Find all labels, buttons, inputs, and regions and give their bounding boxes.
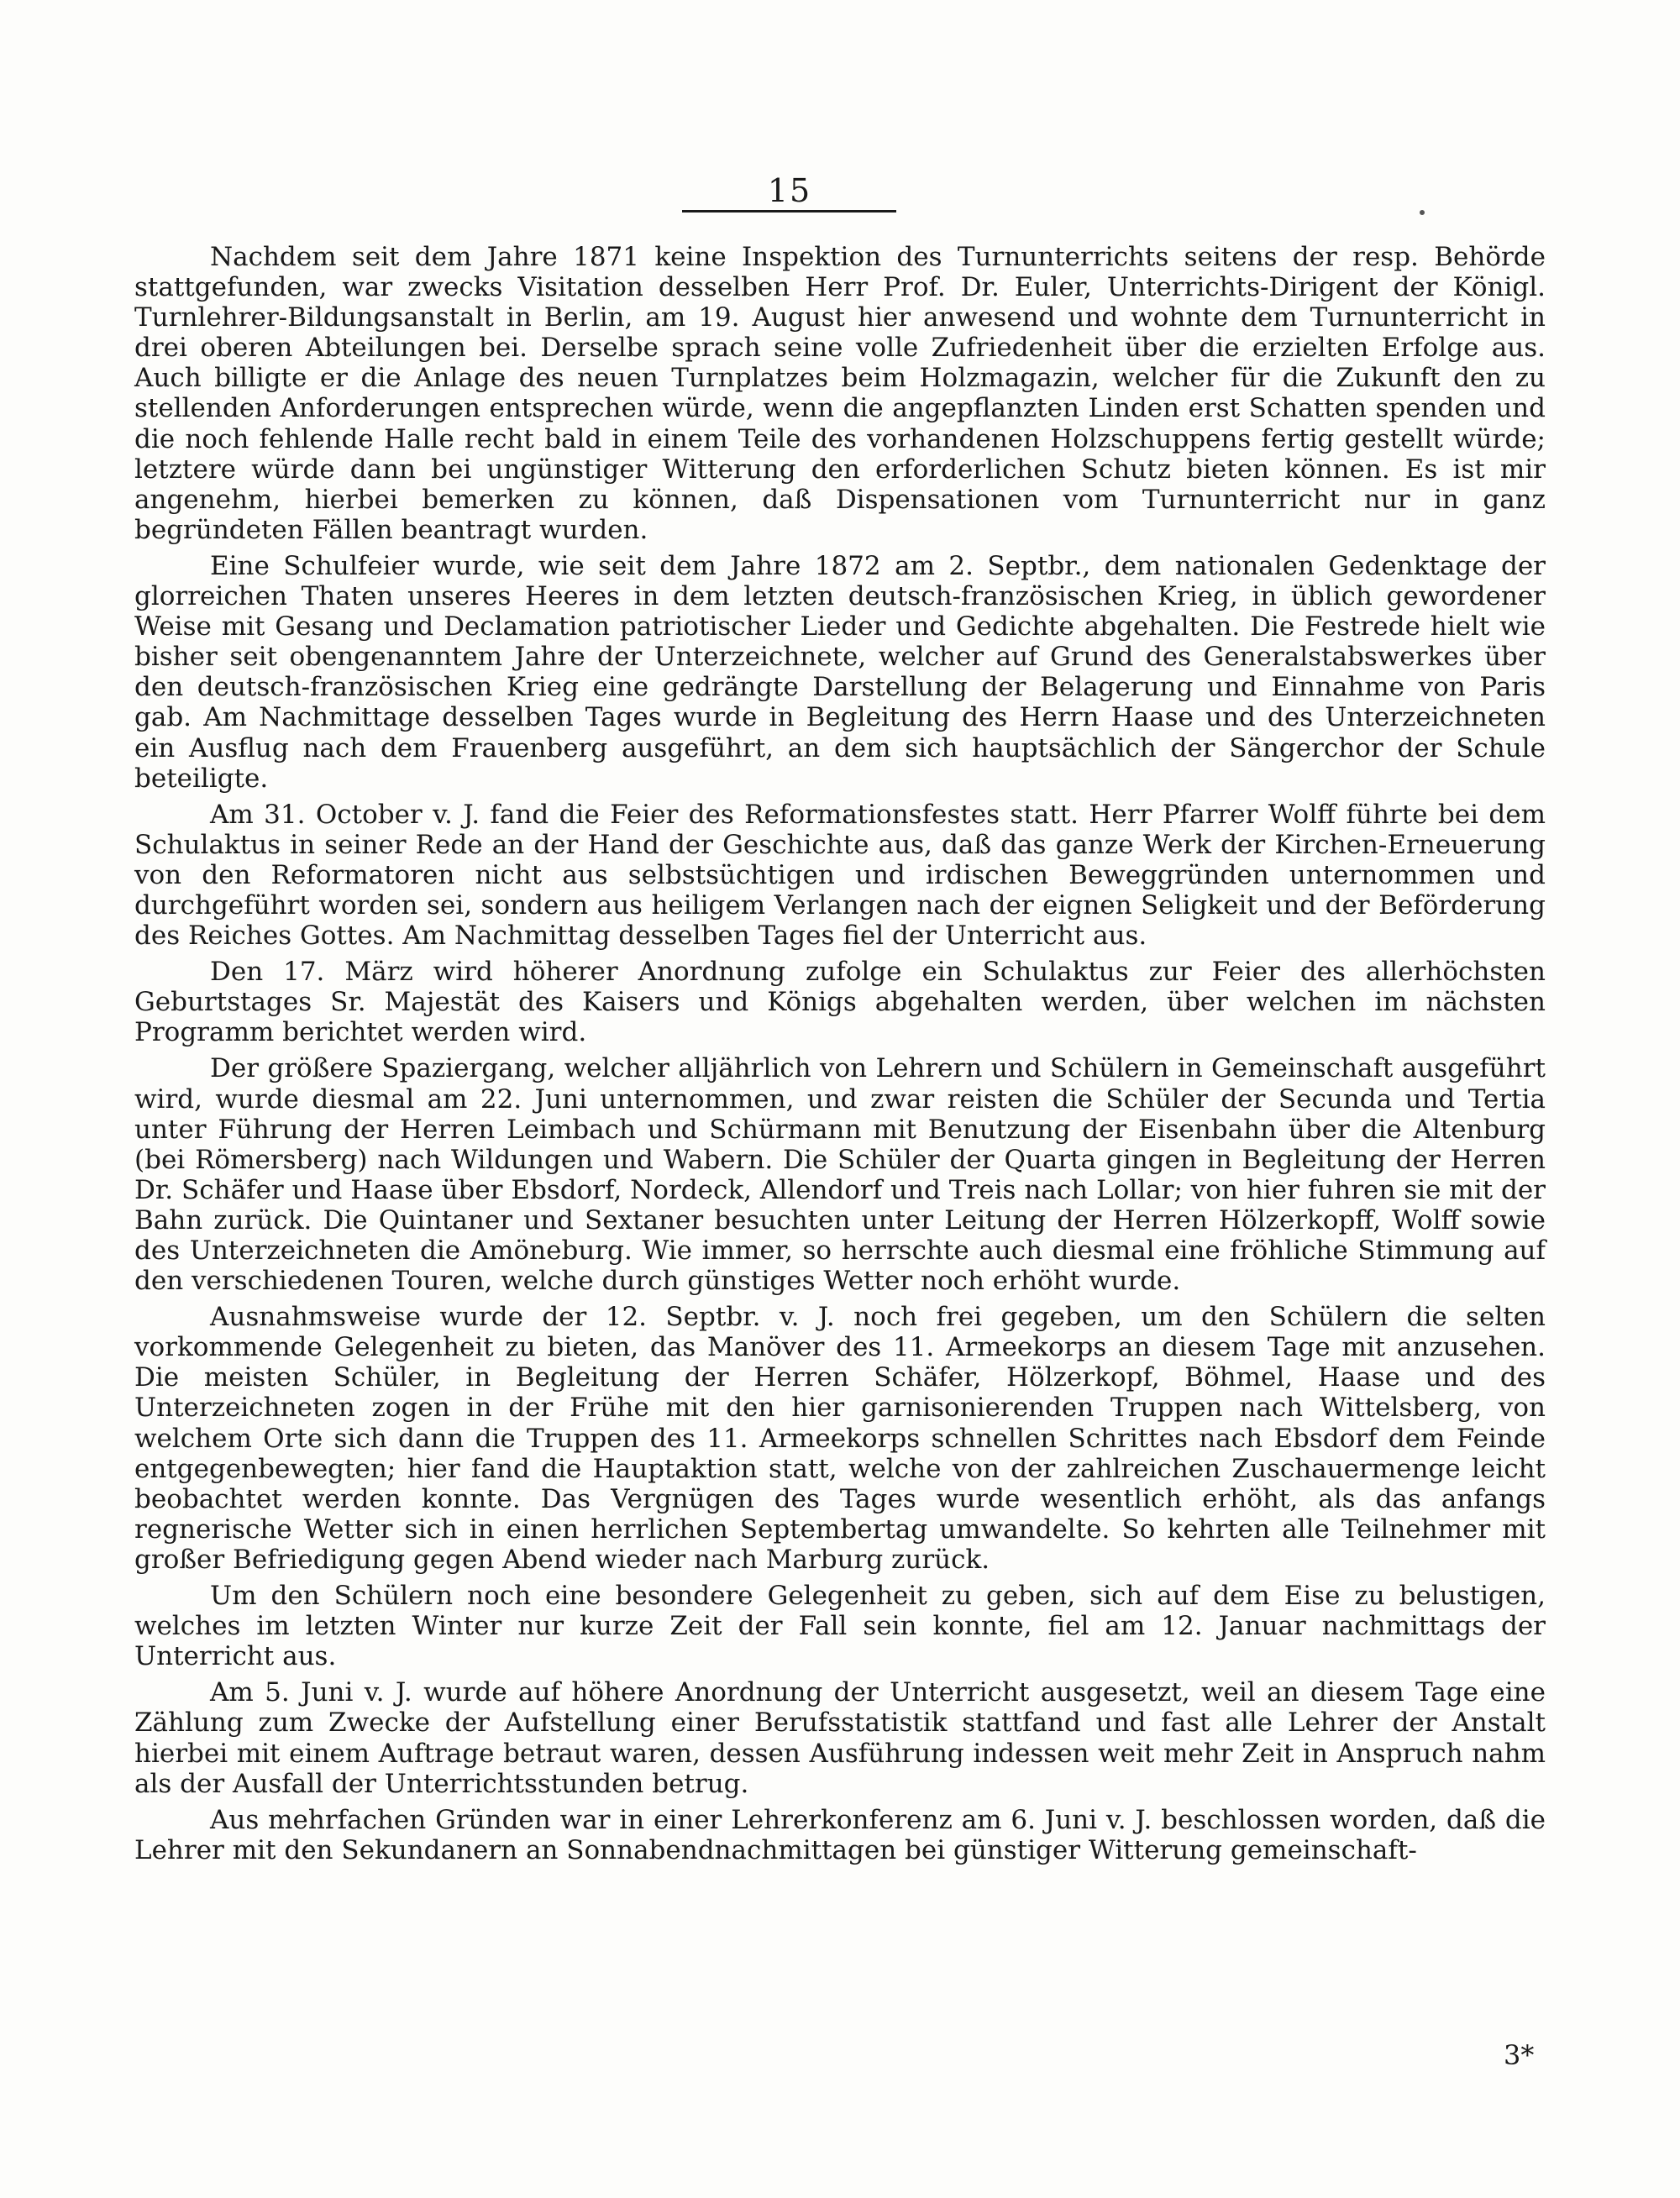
ink-dot xyxy=(1420,210,1425,215)
paragraph-spaziergang: Der größere Spaziergang, welcher alljährlich von Lehrern und Schülern in Gemeinschaft ausgeführt wird, wurde diesmal am 22. Juni unternommen, und zwar reisten die Schüler der Secunda und Tertia unter Führung der Herren Leimbach und Schürmann mit Benutzung der Eisenbahn über die Altenburg (bei Römersberg) nach Wildungen und Wabern. Die Schüler der Quarta gingen in Begleitung der Herren Dr. Schäfer und Haase über Ebsdorf, Nordeck, Allendorf und Treis nach Lollar; von hier fuhren sie mit der Bahn zurück. Die Quintaner und Sextaner besuchten unter Leitung der Herren Hölzerkopff, Wolff sowie des Unterzeichneten die Amöneburg. Wie immer, so herrschte auch diesmal eine fröhliche Stimmung auf den verschiedenen Touren, welche durch günstiges Wetter noch erhöht wurde. xyxy=(134,1053,1546,1297)
paragraph-schulfeier: Eine Schulfeier wurde, wie seit dem Jahre 1872 am 2. Septbr., dem nationalen Gedenktage der glorreichen Thaten unseres Heeres in dem letzten deutsch-französischen Krieg, in üblich gewordener Weise mit Gesang und Declamation patriotischer Lieder und Gedichte abgehalten. Die Festrede hielt wie bisher seit obengenanntem Jahre der Unterzeichnete, welcher auf Grund des Generalstabswerkes über den deutsch-französischen Krieg eine gedrängte Darstellung der Belagerung und Einnahme von Paris gab. Am Nachmittage desselben Tages wurde in Begleitung des Herrn Haase und des Unterzeichneten ein Ausflug nach dem Frauenberg ausgeführt, an dem sich hauptsächlich der Sängerchor der Schule beteiligte. xyxy=(134,550,1546,794)
sheet-signature: 3* xyxy=(1504,2039,1535,2071)
header-rule xyxy=(682,210,896,212)
page-number: 15 xyxy=(767,172,812,209)
paragraph-kaisergeburtstag: Den 17. März wird höherer Anordnung zufolge ein Schulaktus zur Feier des allerhöchsten Geburtstages Sr. Majestät des Kaisers und Königs abgehalten werden, über welchen im nächsten Programm berichtet werden wird. xyxy=(134,957,1546,1048)
paragraph-lehrerkonferenz: Aus mehrfachen Gründen war in einer Lehrerkonferenz am 6. Juni v. J. beschlossen worden, daß die Lehrer mit den Sekundanern an Sonnabendnachmittagen bei günstiger Witterung gemeinschaft- xyxy=(134,1804,1546,1865)
paragraph-eisfrei: Um den Schülern noch eine besondere Gelegenheit zu geben, sich auf dem Eise zu belustigen, welches im letzten Winter nur kurze Zeit der Fall sein konnte, fiel am 12. Januar nachmittags der Unterricht aus. xyxy=(134,1581,1546,1672)
paragraph-manoever: Ausnahmsweise wurde der 12. Septbr. v. J. noch frei gegeben, um den Schülern die selten vorkommende Gelegenheit zu bieten, das Manöver des 11. Armeekorps an diesem Tage mit anzusehen. Die meisten Schüler, in Begleitung der Herren Schäfer, Hölzerkopf, Böhmel, Haase und des Unterzeichneten zogen in der Frühe mit den hier garnisonierenden Truppen nach Wittelsberg, von welchem Orte sich dann die Truppen des 11. Armeekorps schnellen Schrittes nach Ebsdorf dem Feinde entgegenbewegten; hier fand die Hauptaktion statt, welche von der zahlreichen Zuschauermenge leicht beobachtet werden konnte. Das Vergnügen des Tages wurde wesentlich erhöht, als das anfangs regnerische Wetter sich in einen herrlichen Septembertag umwandelte. So kehrten alle Teilnehmer mit großer Befriedigung gegen Abend wieder nach Marburg zurück. xyxy=(134,1302,1546,1575)
paragraph-reformationsfest: Am 31. October v. J. fand die Feier des Reformationsfestes statt. Herr Pfarrer Wolff führte bei dem Schulaktus in seiner Rede an der Hand der Geschichte aus, daß das ganze Werk der Kirchen-Erneuerung von den Reformatoren nicht aus selbstsüchtigen und irdischen Beweggründen unternommen und durchgeführt worden sei, sondern aus heiligem Verlangen nach der eignen Seligkeit und der Beförderung des Reiches Gottes. Am Nachmittag desselben Tages fiel der Unterricht aus. xyxy=(134,799,1546,952)
body-text xyxy=(134,242,1546,1871)
paragraph-turninspektion: Nachdem seit dem Jahre 1871 keine Inspektion des Turnunterrichts seitens der resp. Behörde stattgefunden, war zwecks Visitation desselben Herr Prof. Dr. Euler, Unterrichts-Dirigent der Königl. Turnlehrer-Bildungsanstalt in Berlin, am 19. August hier anwesend und wohnte dem Turnunterricht in drei oberen Abteilungen bei. Derselbe sprach seine volle Zufriedenheit über die erzielten Erfolge aus. Auch billigte er die Anlage des neuen Turnplatzes beim Holzmagazin, welcher für die Zukunft den zu stellenden Anforderungen entsprechen würde, wenn die angepflanzten Linden erst Schatten spenden und die noch fehlende Halle recht bald in einem Teile des vorhandenen Holzschuppens fertig gestellt würde; letztere würde dann bei ungünstiger Witterung den erforderlichen Schutz bieten können. Es ist mir angenehm, hierbei bemerken zu können, daß Dispensationen vom Turnunterricht nur in ganz begründeten Fällen beantragt wurden. xyxy=(134,242,1546,545)
paragraph-berufsstatistik: Am 5. Juni v. J. wurde auf höhere Anordnung der Unterricht ausgesetzt, weil an diesem Tage eine Zählung zum Zwecke der Aufstellung einer Berufsstatistik stattfand und fast alle Lehrer der Anstalt hierbei mit einem Auftrage betraut waren, dessen Ausführung indessen weit mehr Zeit in Anspruch nahm als der Ausfall der Unterrichtsstunden betrug. xyxy=(134,1677,1546,1799)
